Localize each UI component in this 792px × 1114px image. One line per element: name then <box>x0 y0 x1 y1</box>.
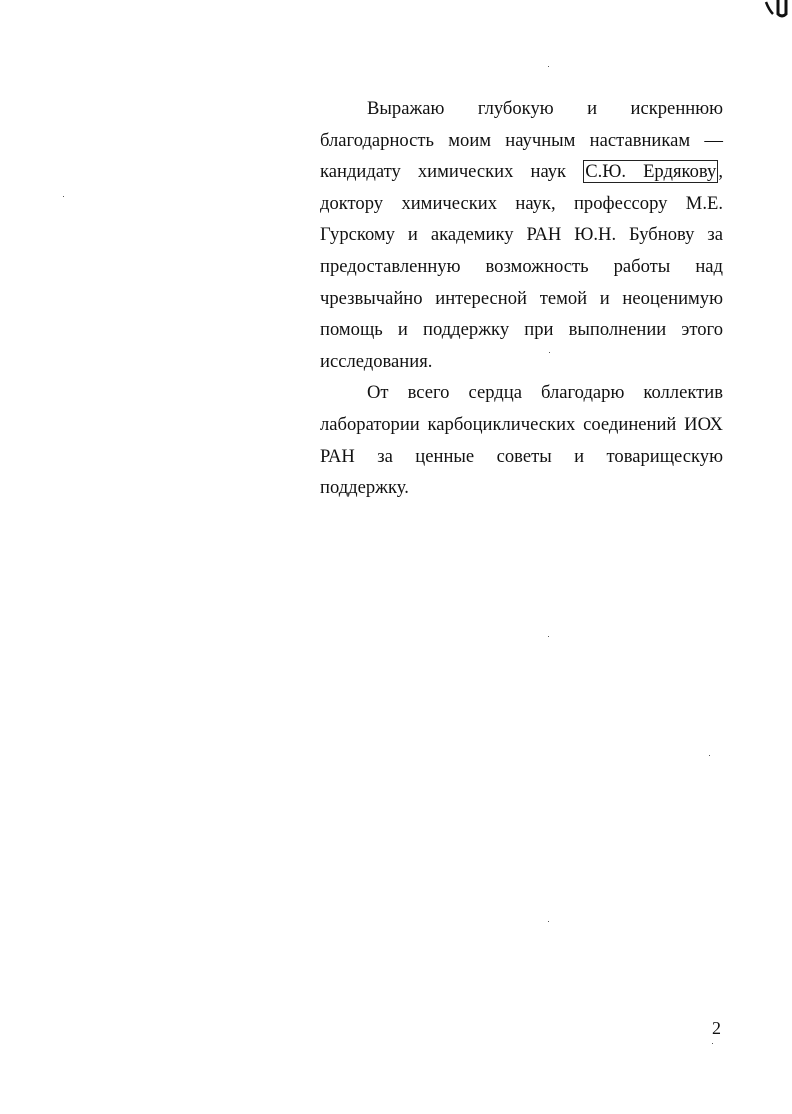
paragraph-1-start: Выражаю глубокую и искреннюю благодарность моим научным наставникам — кандидату химических наук <box>320 98 723 183</box>
paragraph-2: От всего сердца благодарю коллектив лаборатории карбоциклических соединений ИОХ РАН за ценные советы и товарищескую поддержку. <box>320 382 723 499</box>
scan-speck <box>548 921 549 922</box>
scan-speck <box>548 636 549 637</box>
scan-speck <box>63 196 64 197</box>
page-number: 2 <box>712 1018 721 1038</box>
scan-speck <box>709 755 710 756</box>
boxed-name: С.Ю. Ердякову <box>585 161 717 183</box>
scan-speck <box>549 352 550 353</box>
scan-speck <box>548 66 549 67</box>
scan-speck <box>712 1043 713 1044</box>
paragraph-1 <box>320 93 723 377</box>
acknowledgements-text <box>320 93 723 504</box>
scan-edge-mark <box>764 0 792 22</box>
paragraph-1-end: , доктору химических наук, профессору М.Е. Гурскому и академику РАН Ю.Н. Бубнову за предоставленную возможность работы над чрезвычайно интересной темой и неоценимую помощь и поддержку при выполнении этого исследования. <box>320 161 723 372</box>
